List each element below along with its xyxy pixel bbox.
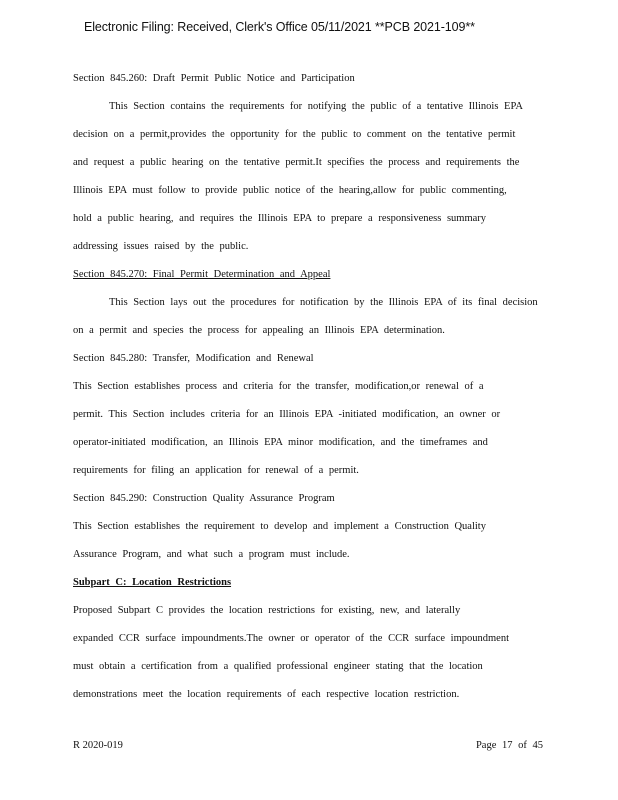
paragraph-line: must obtain a certification from a qualified professional engineer stating that the location <box>73 661 483 672</box>
paragraph-line: decision on a permit,provides the opportunity for the public to comment on the tentative permit <box>73 129 516 140</box>
paragraph-line: demonstrations meet the location requirements of each respective location restriction. <box>73 689 460 700</box>
footer-doc-number: R 2020-019 <box>73 740 123 751</box>
section-heading-845-280: Section 845.280: Transfer, Modification and Renewal <box>73 353 314 364</box>
paragraph-line: addressing issues raised by the public. <box>73 241 249 252</box>
paragraph-line: Illinois EPA must follow to provide public notice of the hearing,allow for public commenting, <box>73 185 507 196</box>
paragraph-line: requirements for filing an application for renewal of a permit. <box>73 465 359 476</box>
subpart-heading: Subpart C: Location Restrictions <box>73 577 232 588</box>
paragraph-line: Assurance Program, and what such a program must include. <box>73 549 350 560</box>
paragraph-line: on a permit and species the process for appealing an Illinois EPA determination. <box>73 325 445 336</box>
paragraph-line: hold a public hearing, and requires the Illinois EPA to prepare a responsiveness summary <box>73 213 487 224</box>
section-heading-845-290: Section 845.290: Construction Quality Assurance Program <box>73 493 335 504</box>
paragraph-line: This Section contains the requirements for notifying the public of a tentative Illinois EPA <box>109 101 523 112</box>
paragraph-line: expanded CCR surface impoundments.The owner or operator of the CCR surface impoundment <box>73 633 509 644</box>
paragraph-line: This Section lays out the procedures for notification by the Illinois EPA of its final decision <box>109 297 538 308</box>
paragraph-line: operator-initiated modification, an Illinois EPA minor modification, and the timeframes and <box>73 437 488 448</box>
filing-stamp: Electronic Filing: Received, Clerk's Office 05/11/2021 **PCB 2021-109** <box>84 20 475 34</box>
section-heading-845-270: Section 845.270: Final Permit Determination and Appeal <box>73 269 331 280</box>
section-heading-845-260: Section 845.260: Draft Permit Public Notice and Participation <box>73 73 355 84</box>
paragraph-line: Proposed Subpart C provides the location restrictions for existing, new, and laterally <box>73 605 461 616</box>
footer-page-number: Page 17 of 45 <box>475 740 543 751</box>
paragraph-line: This Section establishes the requirement to develop and implement a Construction Quality <box>73 521 486 532</box>
paragraph-line: permit. This Section includes criteria for an Illinois EPA -initiated modification, an owner or <box>73 409 501 420</box>
paragraph-line: and request a public hearing on the tentative permit.It specifies the process and requirements the <box>73 157 520 168</box>
paragraph-line: This Section establishes process and criteria for the transfer, modification,or renewal of a <box>73 381 484 392</box>
